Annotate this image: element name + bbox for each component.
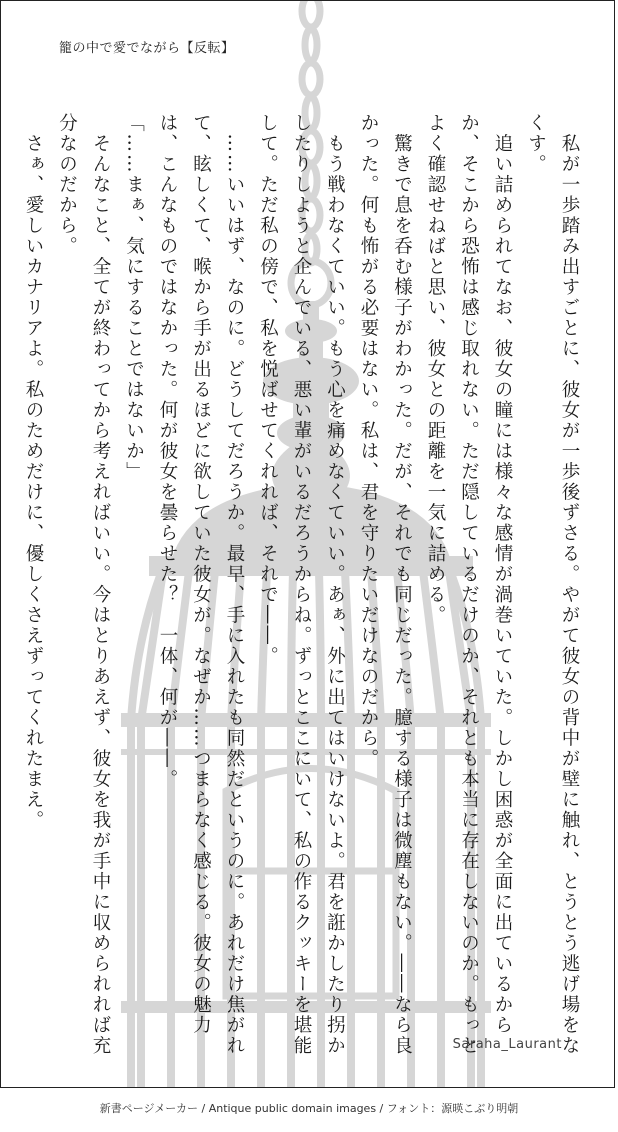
dialogue-line: 「……まぁ、気にすることではないか」 bbox=[123, 113, 145, 482]
paragraph: 私が一歩踏み出すごとに、彼女が一歩後ずさる。やがて彼女の背中が壁に触れ、とうとう逃げ場をなくす。 bbox=[525, 113, 580, 1056]
paragraph: そんなこと、全てが終わってから考えればいい。今はとりあえず、彼女を我が手中に収められれば充分なのだから。 bbox=[56, 113, 111, 1056]
paragraph: 追い詰められてなお、彼女の瞳には様々な感情が渦巻いていた。しかし困惑が全面に出ているからか、そこから恐怖は感じ取れない。ただ隠しているだけのか、それとも本当に存在しないのか。もっとよく確認せねばと思い、彼女との距離を一気に詰める。 bbox=[425, 113, 513, 1056]
credits-line: 新書ページメーカー / Antique public domain images / フォント：源暎こぶり明朝 bbox=[99, 1102, 519, 1115]
author-signature: Saraha_Laurant bbox=[452, 1037, 562, 1052]
paragraph: ……いいはず、なのに。どうしてだろうか。最早、手に入れたも同然だというのに。あれだけ焦がれて、眩しくて、喉から手が出るほどに欲していた彼女が。なぜか……つまらなく感じる。彼女の魅力は、こんなものではなかった。何が彼女を曇らせた？ 一体、何が――。 bbox=[157, 113, 245, 1056]
page-title: 籠の中で愛でながら【反転】 bbox=[59, 41, 235, 56]
paragraph: 驚きで息を呑む様子がわかった。だが、それでも同じだった。臆する様子は微塵もない。――なら良かった。何も怖がる必要はない。私は、君を守りたいだけなのだから。 bbox=[358, 113, 413, 1056]
paragraph: もう戦わなくていい。もう心を痛めなくていい。あぁ、外に出てはいけないよ。君を誑かしたり拐かしたりしようと企んでいる、悪い輩がいるだろうからね。ずっとここにいて、私の作るクッキーを堪能して。ただ私の傍で、私を悦ばせてくれれば、それで――。 bbox=[257, 113, 346, 1056]
paragraph: さぁ、愛しいカナリアよ。私のためだけに、優しくさえずってくれたまえ。 bbox=[23, 113, 44, 831]
vertical-text-body bbox=[23, 113, 586, 1063]
